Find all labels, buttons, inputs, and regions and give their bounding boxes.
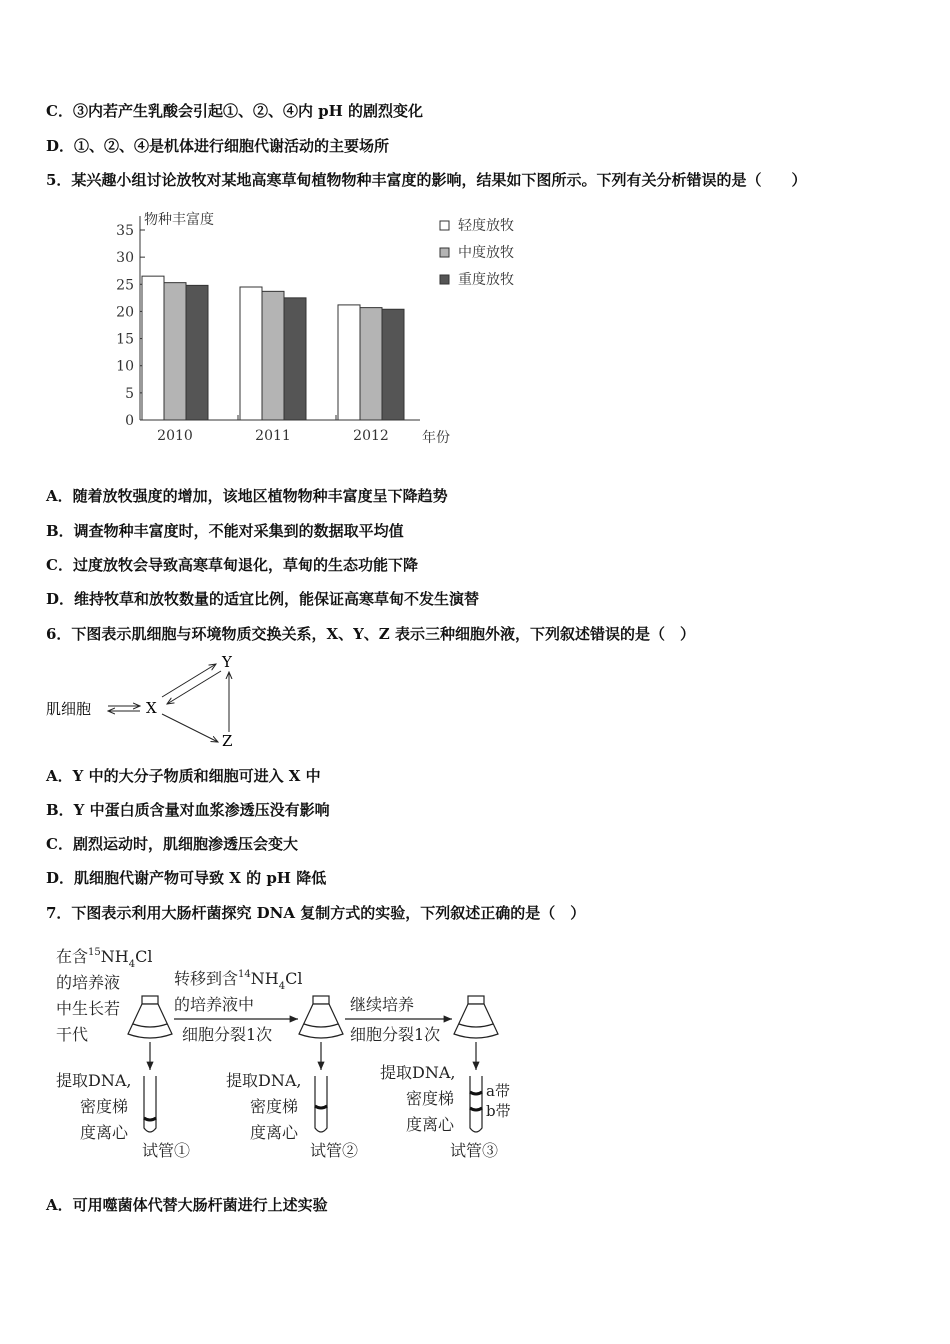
- legend-swatch: [440, 275, 449, 284]
- q6-option-a: A．Y 中的大分子物质和细胞可进入 X 中: [46, 767, 321, 785]
- q7-continue-line2: 细胞分裂1次: [350, 1025, 441, 1044]
- q7-test-tube-2: [315, 1076, 327, 1132]
- q6-x-label: X: [146, 699, 157, 717]
- q7-band-a-label: a带: [486, 1082, 510, 1100]
- y-tick-label: 30: [116, 250, 134, 267]
- legend-label: 重度放牧: [458, 272, 514, 288]
- q7-extract1-line1: 提取DNA,: [56, 1071, 132, 1090]
- q5-bar-chart: [90, 200, 550, 460]
- q7-extract1-line3: 度离心: [80, 1123, 129, 1142]
- q7-start-line2: 的培养液: [56, 973, 121, 992]
- q7-flask-1: [128, 996, 172, 1038]
- q6-option-b: B．Y 中蛋白质含量对血浆渗透压没有影响: [46, 801, 330, 819]
- x-tick-label: 2012: [353, 428, 389, 444]
- y-tick-label: 15: [116, 331, 134, 348]
- bar: [338, 305, 360, 420]
- q4-option-c: C．③内若产生乳酸会引起①、②、④内 pH 的剧烈变化: [46, 102, 424, 120]
- x-tick-label: 2010: [157, 428, 193, 444]
- q7-transfer-line3: 细胞分裂1次: [182, 1025, 273, 1044]
- q6-z-label: Z: [222, 732, 233, 750]
- q7-transfer-line2: 的培养液中: [174, 995, 255, 1014]
- q6-stem: 6．下图表示肌细胞与环境物质交换关系，X、Y、Z 表示三种细胞外液，下列叙述错误的是（ ）: [46, 625, 695, 643]
- q6-muscle-cell-label: 肌细胞: [46, 700, 92, 718]
- bar: [186, 285, 208, 420]
- bar: [284, 298, 306, 420]
- q4-option-d: D．①、②、④是机体进行细胞代谢活动的主要场所: [46, 137, 390, 155]
- q7-start-line1: 在含$^{15}NH_4Cl$: [56, 947, 153, 970]
- legend-swatch: [440, 221, 449, 230]
- q7-extract2-line2: 密度梯: [250, 1097, 299, 1116]
- y-tick-label: 0: [125, 413, 134, 429]
- legend-label: 轻度放牧: [458, 218, 514, 234]
- q6-arrow-x-to-z: [162, 714, 218, 742]
- x-tick-label: 2011: [255, 428, 291, 444]
- q7-start-line3: 中生长若: [56, 999, 121, 1018]
- bar: [360, 308, 382, 420]
- q7-tube1-label: 试管①: [142, 1141, 191, 1160]
- q7-tube3-label: 试管③: [450, 1141, 499, 1160]
- legend-label: 中度放牧: [458, 245, 514, 261]
- q5-stem: 5．某兴趣小组讨论放牧对某地高寒草甸植物物种丰富度的影响，结果如下图所示。下列有关分析错误的是（ ）: [46, 171, 807, 189]
- q6-option-c: C．剧烈运动时，肌细胞渗透压会变大: [46, 835, 298, 853]
- y-tick-label: 35: [116, 223, 134, 239]
- q7-extract2-line3: 度离心: [250, 1123, 299, 1142]
- y-tick-label: 5: [125, 385, 134, 402]
- legend-swatch: [440, 248, 449, 257]
- bar: [164, 283, 186, 420]
- bar: [262, 291, 284, 420]
- q7-extract1-line2: 密度梯: [80, 1097, 129, 1116]
- y-tick-label: 20: [116, 304, 134, 321]
- q7-extract2-line1: 提取DNA,: [226, 1071, 302, 1090]
- q6-option-d: D．肌细胞代谢产物可导致 X 的 pH 降低: [46, 869, 327, 887]
- q7-option-a: A．可用噬菌体代替大肠杆菌进行上述实验: [46, 1196, 328, 1214]
- q7-extract3-line2: 密度梯: [406, 1089, 455, 1108]
- y-tick-label: 25: [116, 277, 134, 294]
- bar: [142, 276, 164, 420]
- bar: [240, 287, 262, 420]
- x-axis-title: 年份: [422, 430, 450, 446]
- y-tick-label: 10: [116, 358, 134, 375]
- q7-stem: 7．下图表示利用大肠杆菌探究 DNA 复制方式的实验，下列叙述正确的是（ ）: [46, 904, 586, 922]
- q7-extract3-line1: 提取DNA,: [380, 1063, 456, 1082]
- q7-extract3-line3: 度离心: [406, 1115, 455, 1134]
- q5-option-a: A．随着放牧强度的增加，该地区植物物种丰富度呈下降趋势: [46, 487, 448, 505]
- q7-test-tube-3: [470, 1076, 482, 1132]
- q6-arrow-y-to-x: [167, 671, 221, 704]
- q6-arrow-x-to-y: [162, 664, 216, 697]
- bar: [382, 309, 404, 420]
- q7-tube2-label: 试管②: [310, 1141, 359, 1160]
- q7-flask-3: [454, 996, 498, 1038]
- q5-option-b: B．调查物种丰富度时，不能对采集到的数据取平均值: [46, 522, 404, 540]
- y-axis-title: 物种丰富度: [144, 212, 214, 228]
- q7-transfer-line1: 转移到含$^{14}NH_4Cl$: [174, 969, 303, 992]
- q7-flask-2: [299, 996, 343, 1038]
- q7-dna-replication-diagram: [40, 938, 540, 1168]
- q7-start-line4: 干代: [56, 1025, 89, 1044]
- q7-continue-line1: 继续培养: [350, 995, 415, 1014]
- q6-exchange-diagram: [40, 650, 280, 750]
- q6-y-label: Y: [222, 653, 232, 671]
- q7-test-tube-1: [144, 1076, 156, 1132]
- q5-option-d: D．维持牧草和放牧数量的适宜比例，能保证高寒草甸不发生演替: [46, 590, 480, 608]
- q7-band-b-label: b带: [486, 1102, 511, 1120]
- q5-option-c: C．过度放牧会导致高寒草甸退化，草甸的生态功能下降: [46, 556, 418, 574]
